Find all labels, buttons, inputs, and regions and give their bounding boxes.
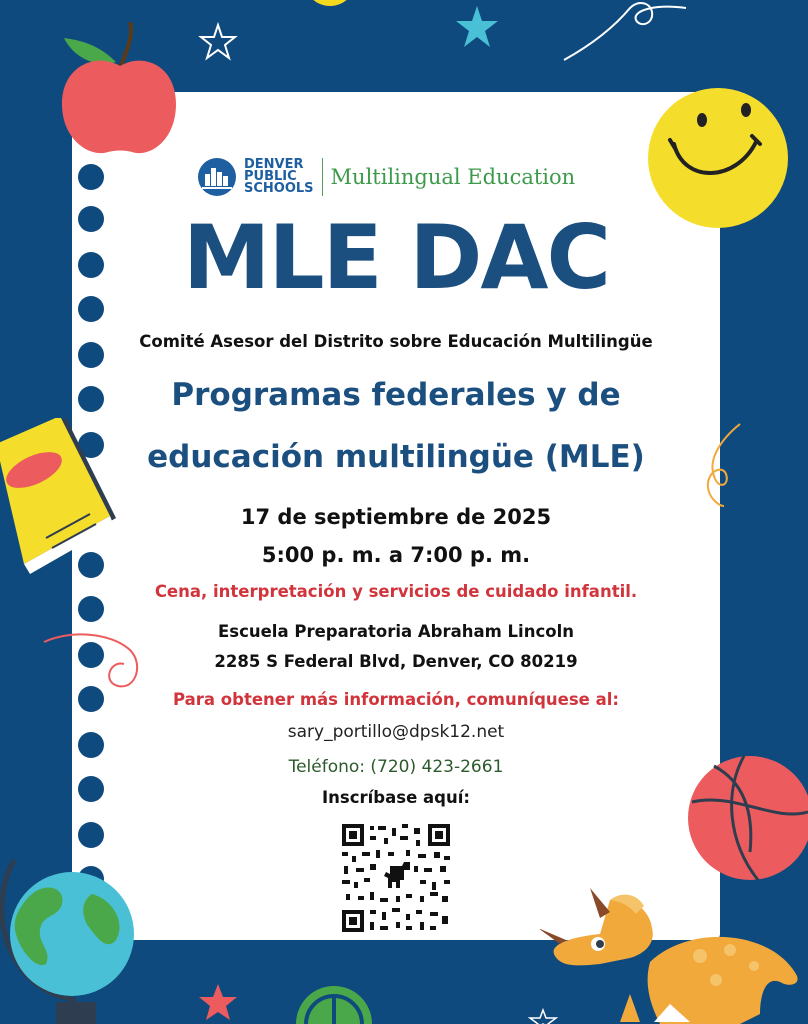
program-name: Multilingual Education xyxy=(330,165,576,189)
logo-divider xyxy=(322,158,323,196)
star-icon xyxy=(198,22,238,62)
star-icon xyxy=(452,4,502,50)
venue-name: Escuela Preparatoria Abraham Lincoln xyxy=(218,622,574,641)
denver-skyline-icon xyxy=(196,156,238,198)
contact-prompt: Para obtener más información, comuníquese al: xyxy=(173,690,619,709)
district-logo xyxy=(196,156,575,198)
apple-icon xyxy=(56,22,186,162)
subtitle: Comité Asesor del Distrito sobre Educación Multilingüe xyxy=(139,332,653,351)
peace-symbol-icon xyxy=(294,984,374,1024)
dinosaur-icon xyxy=(540,884,808,1024)
program-title-line: educación multilingüe (MLE) xyxy=(147,439,645,475)
district-name-line: SCHOOLS xyxy=(244,181,314,196)
squiggle-icon xyxy=(560,0,690,70)
sun-icon xyxy=(300,0,360,10)
district-name-line: DENVER xyxy=(244,157,304,172)
district-name-line: PUBLIC xyxy=(244,169,297,184)
services-note: Cena, interpretación y servicios de cuidado infantil. xyxy=(154,582,638,601)
register-label: Inscríbase aquí: xyxy=(322,788,470,807)
program-title-line: Programas federales y de xyxy=(171,377,621,413)
event-date: 17 de septiembre de 2025 xyxy=(240,505,552,529)
binder-hole xyxy=(78,164,104,190)
venue-address: 2285 S Federal Blvd, Denver, CO 80219 xyxy=(214,652,578,671)
event-time: 5:00 p. m. a 7:00 p. m. xyxy=(261,543,531,567)
qr-code-icon[interactable] xyxy=(340,822,452,934)
contact-phone[interactable]: Teléfono: (720) 423-2661 xyxy=(288,757,504,777)
star-icon xyxy=(196,982,240,1024)
page-title: MLE DAC xyxy=(182,206,610,309)
contact-email[interactable]: sary_portillo@dpsk12.net xyxy=(287,722,505,742)
district-name xyxy=(244,159,314,195)
globe-icon xyxy=(0,840,146,1024)
